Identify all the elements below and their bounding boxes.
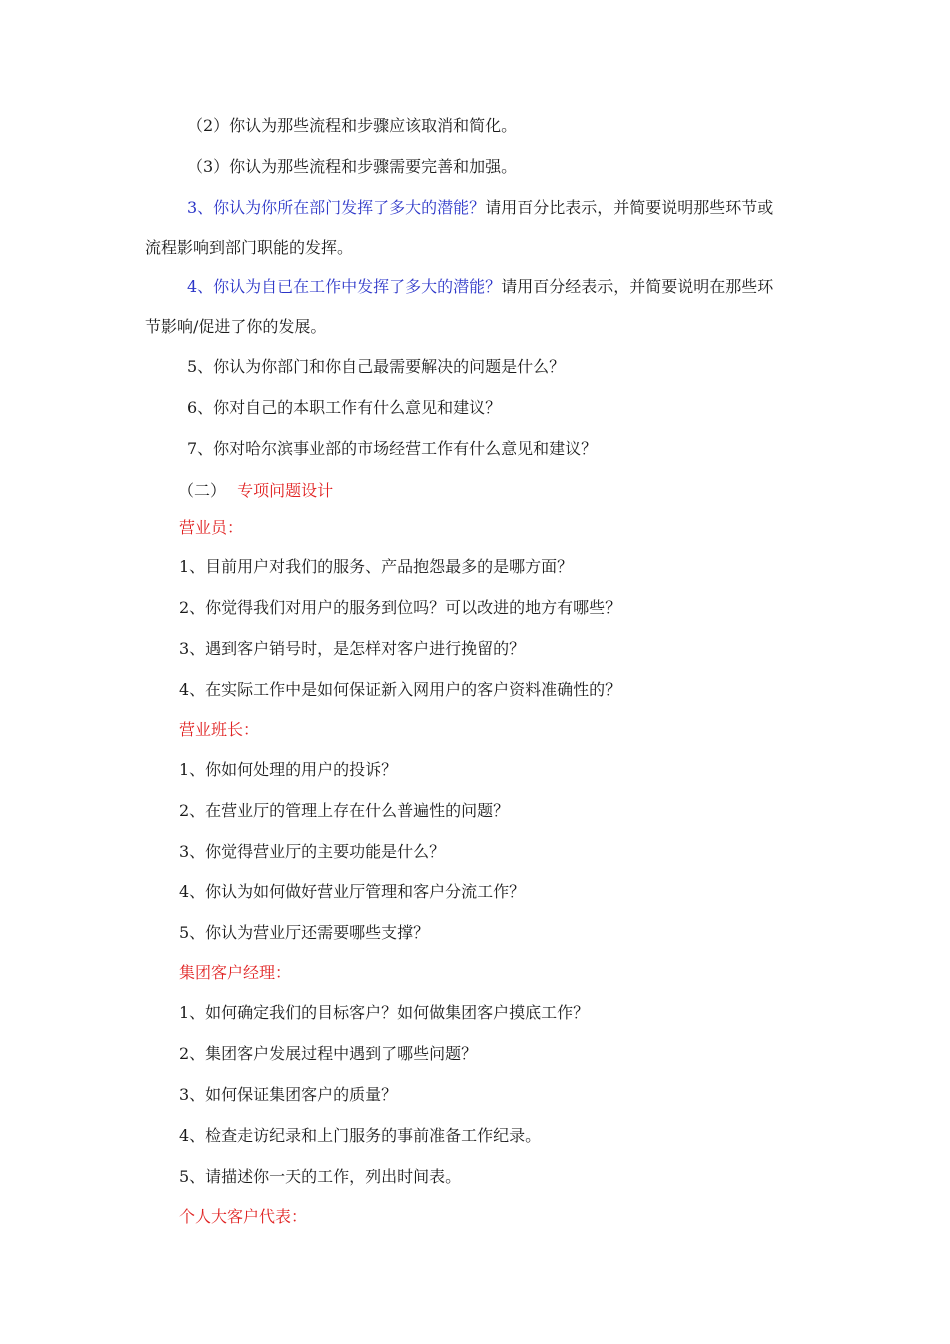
question-6: 6、你对自己的本职工作有什么意见和建议？: [187, 398, 502, 417]
list-item: 3、遇到客户销号时，是怎样对客户进行挽留的？: [179, 639, 526, 658]
list-item: 4、检查走访纪录和上门服务的事前准备工作纪录。: [179, 1126, 542, 1145]
question-4-continuation: 节影响/促进了你的发展。: [145, 317, 327, 336]
list-item: 2、在营业厅的管理上存在什么普遍性的问题？: [179, 801, 510, 820]
list-item: 2、集团客户发展过程中遇到了哪些问题？: [179, 1044, 478, 1063]
list-item: 3、你觉得营业厅的主要功能是什么？: [179, 842, 446, 861]
intro-item-3: （3）你认为那些流程和步骤需要完善和加强。: [187, 157, 518, 176]
role-heading: 营业班长：: [179, 720, 260, 739]
question-5: 5、你认为你部门和你自己最需要解决的问题是什么？: [187, 357, 566, 376]
list-item: 5、你认为营业厅还需要哪些支撑？: [179, 923, 430, 942]
intro-item-2: （2）你认为那些流程和步骤应该取消和简化。: [187, 116, 518, 135]
question-3-continuation: 流程影响到部门职能的发挥。: [145, 238, 354, 257]
role-heading: 营业员：: [179, 518, 244, 537]
question-7: 7、你对哈尔滨事业部的市场经营工作有什么意见和建议？: [187, 439, 598, 458]
question-3-highlight: 3、你认为你所在部门发挥了多大的潜能？: [187, 198, 486, 217]
section-title: 专项问题设计: [237, 481, 334, 500]
question-4: [187, 276, 773, 298]
list-item: 1、如何确定我们的目标客户？如何做集团客户摸底工作？: [179, 1003, 590, 1022]
question-4-highlight: 4、你认为自已在工作中发挥了多大的潜能？: [187, 277, 502, 296]
question-4-rest: 请用百分经表示，并简要说明在那些环: [501, 277, 774, 296]
question-3: [187, 197, 773, 219]
question-3-rest: 请用百分比表示，并简要说明那些环节或: [485, 198, 774, 217]
role-heading: 个人大客户代表：: [179, 1207, 308, 1226]
list-item: 5、请描述你一天的工作，列出时间表。: [179, 1167, 462, 1186]
list-item: 1、你如何处理的用户的投诉？: [179, 760, 398, 779]
role-heading: 集团客户经理：: [179, 963, 292, 982]
list-item: 3、如何保证集团客户的质量？: [179, 1085, 398, 1104]
list-item: 2、你觉得我们对用户的服务到位吗？可以改进的地方有哪些？: [179, 598, 622, 617]
section-prefix: （二）: [178, 481, 227, 500]
list-item: 4、你认为如何做好营业厅管理和客户分流工作？: [179, 882, 526, 901]
section-heading: [178, 480, 333, 502]
list-item: 4、在实际工作中是如何保证新入网用户的客户资料准确性的？: [179, 680, 622, 699]
list-item: 1、目前用户对我们的服务、产品抱怨最多的是哪方面？: [179, 557, 574, 576]
